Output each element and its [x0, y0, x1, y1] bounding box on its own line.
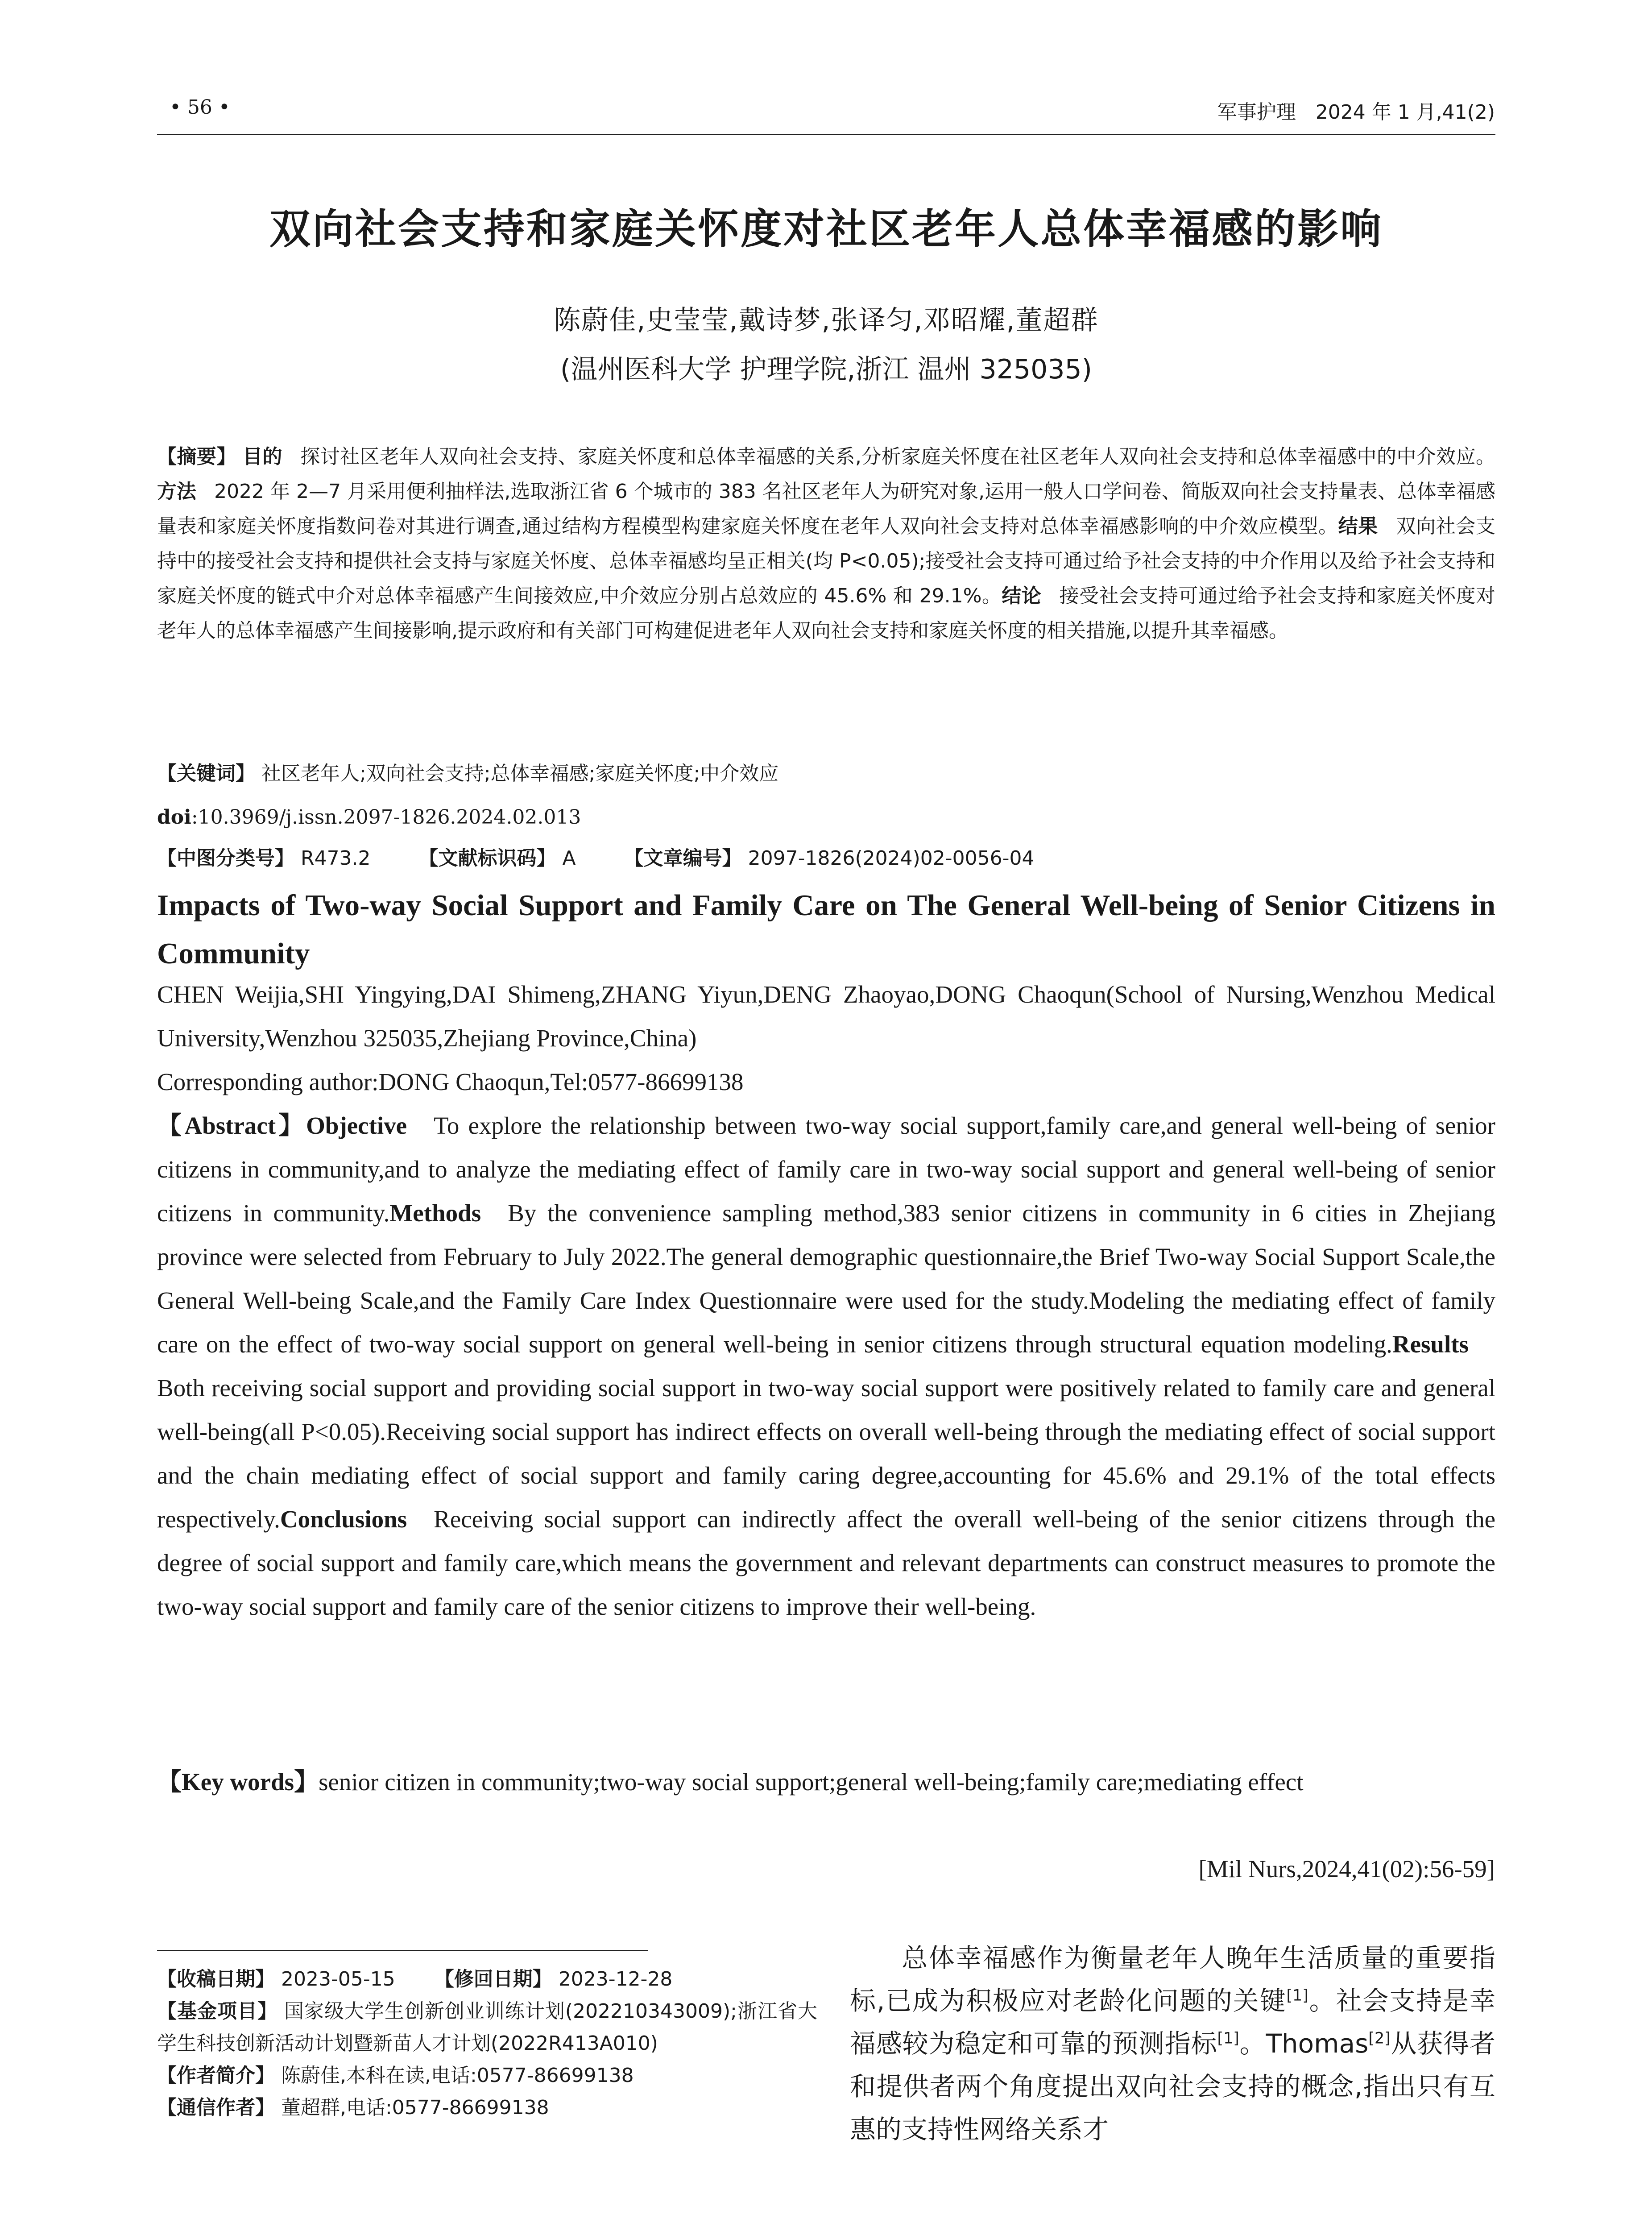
footnote-corresponding [157, 2092, 817, 2124]
header-rule [157, 134, 1495, 135]
keywords-cn-label: 【关键词】 [157, 762, 255, 785]
abstract-cn [157, 440, 1495, 648]
abstract-en-methods: By the convenience sampling method,383 senior citizens in community in 6 cities in Zhejiang province were selected from February to July 2022.The general demographic questionnaire,the Brief Two-way Social Support Scale,the General Well-being Scale,and the Family Care Index Questionnaire were used for the study.Modeling the mediating effect of family care on the effect of two-way social support on general well-being in senior citizens through structural equation modeling. [157, 1199, 1495, 1358]
abstract-cn-label: 【摘要】 [157, 445, 236, 468]
citation-ref-1[interactable]: [1] [1286, 1986, 1308, 2005]
authors: 陈蔚佳,史莹莹,戴诗梦,张译匀,邓昭耀,董超群 [554, 305, 1099, 336]
corresponding-cn-text: 董超群,电话:0577-86699138 [281, 2096, 549, 2119]
body-paragraph-1 [850, 1937, 1495, 2151]
keywords-cn-text: 社区老年人;双向社会支持;总体幸福感;家庭关怀度;中介效应 [261, 762, 779, 785]
revised-label: 【修回日期】 [434, 1968, 552, 1990]
revised-date: 2023-12-28 [558, 1968, 673, 1990]
title-en: Impacts of Two-way Social Support and Family Care on The General Well-being of Senior Citizens in Community [157, 889, 1495, 970]
abstract-en-objective: To explore the relationship between two-way social support,family care,and general well-being of senior citizens in community,and to analyze the mediating effect of family care in two-way social support and general well-being of senior citizens in community. [157, 1112, 1495, 1227]
keywords-en-text: senior citizen in community;two-way social support;general well-being;family care;mediating effect [319, 1768, 1304, 1796]
abstract-en [157, 1104, 1495, 1629]
abstract-cn-methods: 2022 年 2—7 月采用便利抽样法,选取浙江省 6 个城市的 383 名社区老年人为研究对象,运用一般人口学问卷、简版双向社会支持量表、总体幸福感量表和家庭关怀度指数问卷对其进行调查,通过结构方程模型构建家庭关怀度在老年人双向社会支持对总体幸福感影响的中介效应模型。 [157, 480, 1495, 538]
article-title: 双向社会支持和家庭关怀度对社区老年人总体幸福感的影响 [269, 205, 1383, 253]
article-number-label: 【文章编号】 [624, 847, 742, 870]
abstract-cn-objective: 探讨社区老年人双向社会支持、家庭关怀度和总体幸福感的关系,分析家庭关怀度在社区老年人双向社会支持和总体幸福感中的中介效应。 [300, 445, 1496, 468]
keywords-en [157, 1760, 1495, 1804]
doi-label: doi [157, 806, 191, 829]
footnote-dates [157, 1963, 817, 1995]
methods-en-label: Methods [389, 1199, 481, 1227]
body-text-4: 从获得者和提供者两个角度提出双向社会支持的概念,指出只有互惠的支持性网络关系才 [850, 2028, 1495, 2144]
journal-info: 军事护理 2024 年 1 月,41(2) [1217, 101, 1495, 124]
citation-ref-2[interactable]: [1] [1217, 2029, 1239, 2048]
conclusions-en-label: Conclusions [280, 1505, 407, 1533]
body-text-2: 。社会支持是幸福感较为稳定和可靠的预测指标 [850, 1986, 1495, 2059]
footnote-fund [157, 1995, 817, 2060]
results-en-label: Results [1392, 1331, 1469, 1358]
authors-en: CHEN Weijia,SHI Yingying,DAI Shimeng,ZHANG Yiyun,DENG Zhaoyao,DONG Chaoqun(School of Nursing,Wenzhou Medical University,Wenzhou 325035,Zhejiang Province,China) [157, 981, 1495, 1052]
doc-code-value: A [562, 847, 576, 870]
corresponding-cn-label: 【通信作者】 [157, 2096, 275, 2119]
article-number-value: 2097-1826(2024)02-0056-04 [748, 847, 1035, 870]
objective-label: 目的 [243, 445, 282, 468]
conclusion-label: 结论 [1002, 585, 1042, 607]
fund-label: 【基金项目】 [157, 2000, 277, 2023]
footnote-author [157, 2060, 817, 2092]
doi-text: :10.3969/j.issn.2097-1826.2024.02.013 [191, 806, 581, 829]
objective-en-label: Objective [306, 1112, 407, 1139]
author-bio-label: 【作者简介】 [157, 2064, 275, 2087]
fund-text: 国家级大学生创新创业训练计划(202210343009);浙江省大学生科技创新活动计划暨新苗人才计划(2022R413A010) [157, 2000, 817, 2055]
abstract-en-conclusions: Receiving social support can indirectly affect the overall well-being of the senior citizens through the degree of social support and family care,which means the government and relevant departments can construct measures to promote the two-way social support and family care of the senior citizens to improve their well-being. [157, 1505, 1495, 1620]
body-text-1: 总体幸福感作为衡量老年人晚年生活质量的重要指标,已成为积极应对老龄化问题的关键 [850, 1943, 1495, 2016]
received-date: 2023-05-15 [281, 1968, 395, 1990]
affiliation: (温州医科大学 护理学院,浙江 温州 325035) [560, 354, 1093, 385]
abstract-en-results: Both receiving social support and providing social support in two-way social support were positively related to family care and general well-being(all P<0.05).Receiving social support has indirect effects on overall well-being through the mediating effect of social support and the chain mediating effect of social support and family caring degree,accounting for 45.6% and 29.1% of the total effects respectively. [157, 1374, 1495, 1533]
footnote-rule [157, 1950, 648, 1951]
doc-code-label: 【文献标识码】 [418, 847, 556, 870]
citation: [Mil Nurs,2024,41(02):56-59] [1198, 1855, 1495, 1883]
abstract-cn-conclusion: 接受社会支持可通过给予社会支持和家庭关怀度对老年人的总体幸福感产生间接影响,提示政府和有关部门可构建促进老年人双向社会支持和家庭关怀度的相关措施,以提升其幸福感。 [157, 585, 1495, 642]
methods-label: 方法 [157, 480, 197, 503]
keywords-en-label: 【Key words】 [157, 1768, 319, 1796]
footnote [157, 1963, 817, 2124]
received-label: 【收稿日期】 [157, 1968, 275, 1990]
abstract-cn-results: 双向社会支持中的接受社会支持和提供社会支持与家庭关怀度、总体幸福感均呈正相关(均 P<0.05);接受社会支持可通过给予社会支持的中介作用以及给予社会支持和家庭关怀度的链式中介对总体幸福感产生间接效应,中介效应分别占总效应的 45.6% 和 29.1%。 [157, 515, 1496, 607]
page-number: • 56 • [170, 96, 230, 119]
clc-value: R473.2 [301, 847, 371, 870]
corresponding-en: Corresponding author:DONG Chaoqun,Tel:0577-86699138 [157, 1068, 744, 1095]
citation-ref-3[interactable]: [2] [1368, 2029, 1391, 2048]
author-bio-text: 陈蔚佳,本科在读,电话:0577-86699138 [281, 2064, 634, 2087]
doi-line [157, 800, 1495, 835]
classification-line [157, 841, 1495, 876]
results-label: 结果 [1338, 515, 1378, 538]
keywords-cn [157, 756, 1495, 791]
abstract-en-label: 【Abstract】 [157, 1112, 306, 1139]
body-text-3: 。Thomas [1239, 2028, 1369, 2059]
clc-label: 【中图分类号】 [157, 847, 294, 870]
